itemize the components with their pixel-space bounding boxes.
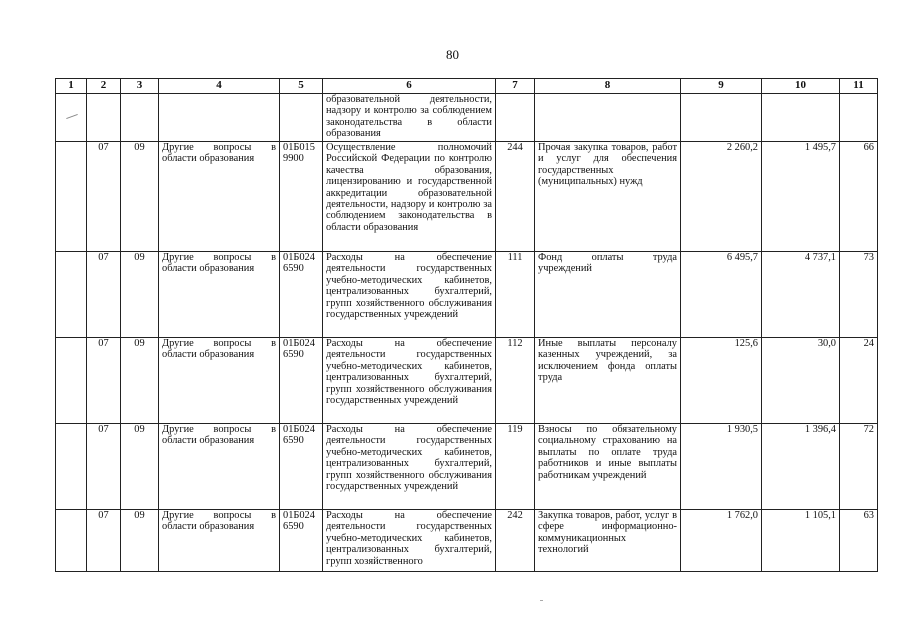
column-header: 6 [323, 79, 496, 94]
purpose-cell: Расходы на обеспечение деятельности государственных учебно-методических кабинетов, централизованных бухгалтерий, групп хозяйственного [323, 510, 496, 572]
column-header: 1 [56, 79, 87, 94]
plan-cell: 125,6 [681, 338, 762, 424]
table-row [56, 142, 878, 252]
page-number: 80 [446, 47, 459, 62]
column-header: 2 [87, 79, 121, 94]
purpose-cell: образовательной деятельности, надзору и контролю за соблюдением законодательства в области образования [323, 94, 496, 142]
fact-cell: 30,0 [762, 338, 840, 424]
section-name-cell: Другие вопросы в области образования [159, 510, 280, 572]
table-row [56, 424, 878, 510]
table-row [56, 510, 878, 572]
fact-cell: 4 737,1 [762, 252, 840, 338]
fact-cell: 1 105,1 [762, 510, 840, 572]
table-cell [535, 94, 681, 142]
continuation-row [56, 94, 878, 142]
column-header-row [56, 79, 878, 94]
section-cell: 07 [87, 424, 121, 510]
table-cell [280, 94, 323, 142]
column-header: 10 [762, 79, 840, 94]
purpose-cell: Осуществление полномочий Российской Федерации по контролю качества образования, лицензированию и государственной аккредитации образовательной деятельности, надзору и контролю за соблюдением законодательства в области образования [323, 142, 496, 252]
column-header: 9 [681, 79, 762, 94]
section-cell: 07 [87, 252, 121, 338]
table-cell [121, 94, 159, 142]
expense-type-cell: 119 [496, 424, 535, 510]
table-cell [56, 94, 87, 142]
expense-name-cell: Фонд оплаты труда учреждений [535, 252, 681, 338]
section-name-cell: Другие вопросы в области образования [159, 142, 280, 252]
percent-cell: 63 [840, 510, 878, 572]
table-cell [56, 424, 87, 510]
table-cell [496, 94, 535, 142]
subsection-cell: 09 [121, 252, 159, 338]
table-cell [681, 94, 762, 142]
column-header: 7 [496, 79, 535, 94]
subsection-cell: 09 [121, 142, 159, 252]
purpose-cell: Расходы на обеспечение деятельности государственных учебно-методических кабинетов, централизованных бухгалтерий, групп хозяйственного обслуживания государственных учреждений [323, 252, 496, 338]
percent-cell: 73 [840, 252, 878, 338]
column-header: 8 [535, 79, 681, 94]
table-cell [56, 510, 87, 572]
code-cell: 01Б024 6590 [280, 338, 323, 424]
fact-cell: 1 495,7 [762, 142, 840, 252]
expense-name-cell: Взносы по обязательному социальному страхованию на выплаты по оплате труда работников и иные выплаты работникам учреждений [535, 424, 681, 510]
subsection-cell: 09 [121, 510, 159, 572]
table-cell [159, 94, 280, 142]
code-cell: 01Б024 6590 [280, 424, 323, 510]
code-cell: 01Б015 9900 [280, 142, 323, 252]
section-name-cell: Другие вопросы в области образования [159, 252, 280, 338]
table-row [56, 338, 878, 424]
percent-cell: 66 [840, 142, 878, 252]
percent-cell: 72 [840, 424, 878, 510]
plan-cell: 1 930,5 [681, 424, 762, 510]
code-cell: 01Б024 6590 [280, 252, 323, 338]
section-name-cell: Другие вопросы в области образования [159, 338, 280, 424]
table-row [56, 252, 878, 338]
section-cell: 07 [87, 510, 121, 572]
column-header: 5 [280, 79, 323, 94]
pen-mark [66, 114, 78, 119]
table-cell [56, 338, 87, 424]
expense-type-cell: 111 [496, 252, 535, 338]
scan-speck [540, 600, 543, 601]
subsection-cell: 09 [121, 424, 159, 510]
section-cell: 07 [87, 338, 121, 424]
fact-cell: 1 396,4 [762, 424, 840, 510]
table-cell [87, 94, 121, 142]
budget-table [55, 78, 878, 572]
plan-cell: 6 495,7 [681, 252, 762, 338]
column-header: 4 [159, 79, 280, 94]
code-cell: 01Б024 6590 [280, 510, 323, 572]
expense-name-cell: Закупка товаров, работ, услуг в сфере информационно-коммуникационных технологий [535, 510, 681, 572]
section-cell: 07 [87, 142, 121, 252]
expense-type-cell: 242 [496, 510, 535, 572]
percent-cell: 24 [840, 338, 878, 424]
table-cell [762, 94, 840, 142]
expense-type-cell: 244 [496, 142, 535, 252]
purpose-cell: Расходы на обеспечение деятельности государственных учебно-методических кабинетов, централизованных бухгалтерий, групп хозяйственного обслуживания государственных учреждений [323, 338, 496, 424]
table-cell [56, 252, 87, 338]
expense-name-cell: Прочая закупка товаров, работ и услуг для обеспечения государственных (муниципальных) нужд [535, 142, 681, 252]
column-header: 3 [121, 79, 159, 94]
plan-cell: 2 260,2 [681, 142, 762, 252]
plan-cell: 1 762,0 [681, 510, 762, 572]
subsection-cell: 09 [121, 338, 159, 424]
section-name-cell: Другие вопросы в области образования [159, 424, 280, 510]
table-cell [56, 142, 87, 252]
table-cell [840, 94, 878, 142]
purpose-cell: Расходы на обеспечение деятельности государственных учебно-методических кабинетов, централизованных бухгалтерий, групп хозяйственного обслуживания государственных учреждений [323, 424, 496, 510]
expense-name-cell: Иные выплаты персоналу казенных учреждений, за исключением фонда оплаты труда [535, 338, 681, 424]
expense-type-cell: 112 [496, 338, 535, 424]
column-header: 11 [840, 79, 878, 94]
